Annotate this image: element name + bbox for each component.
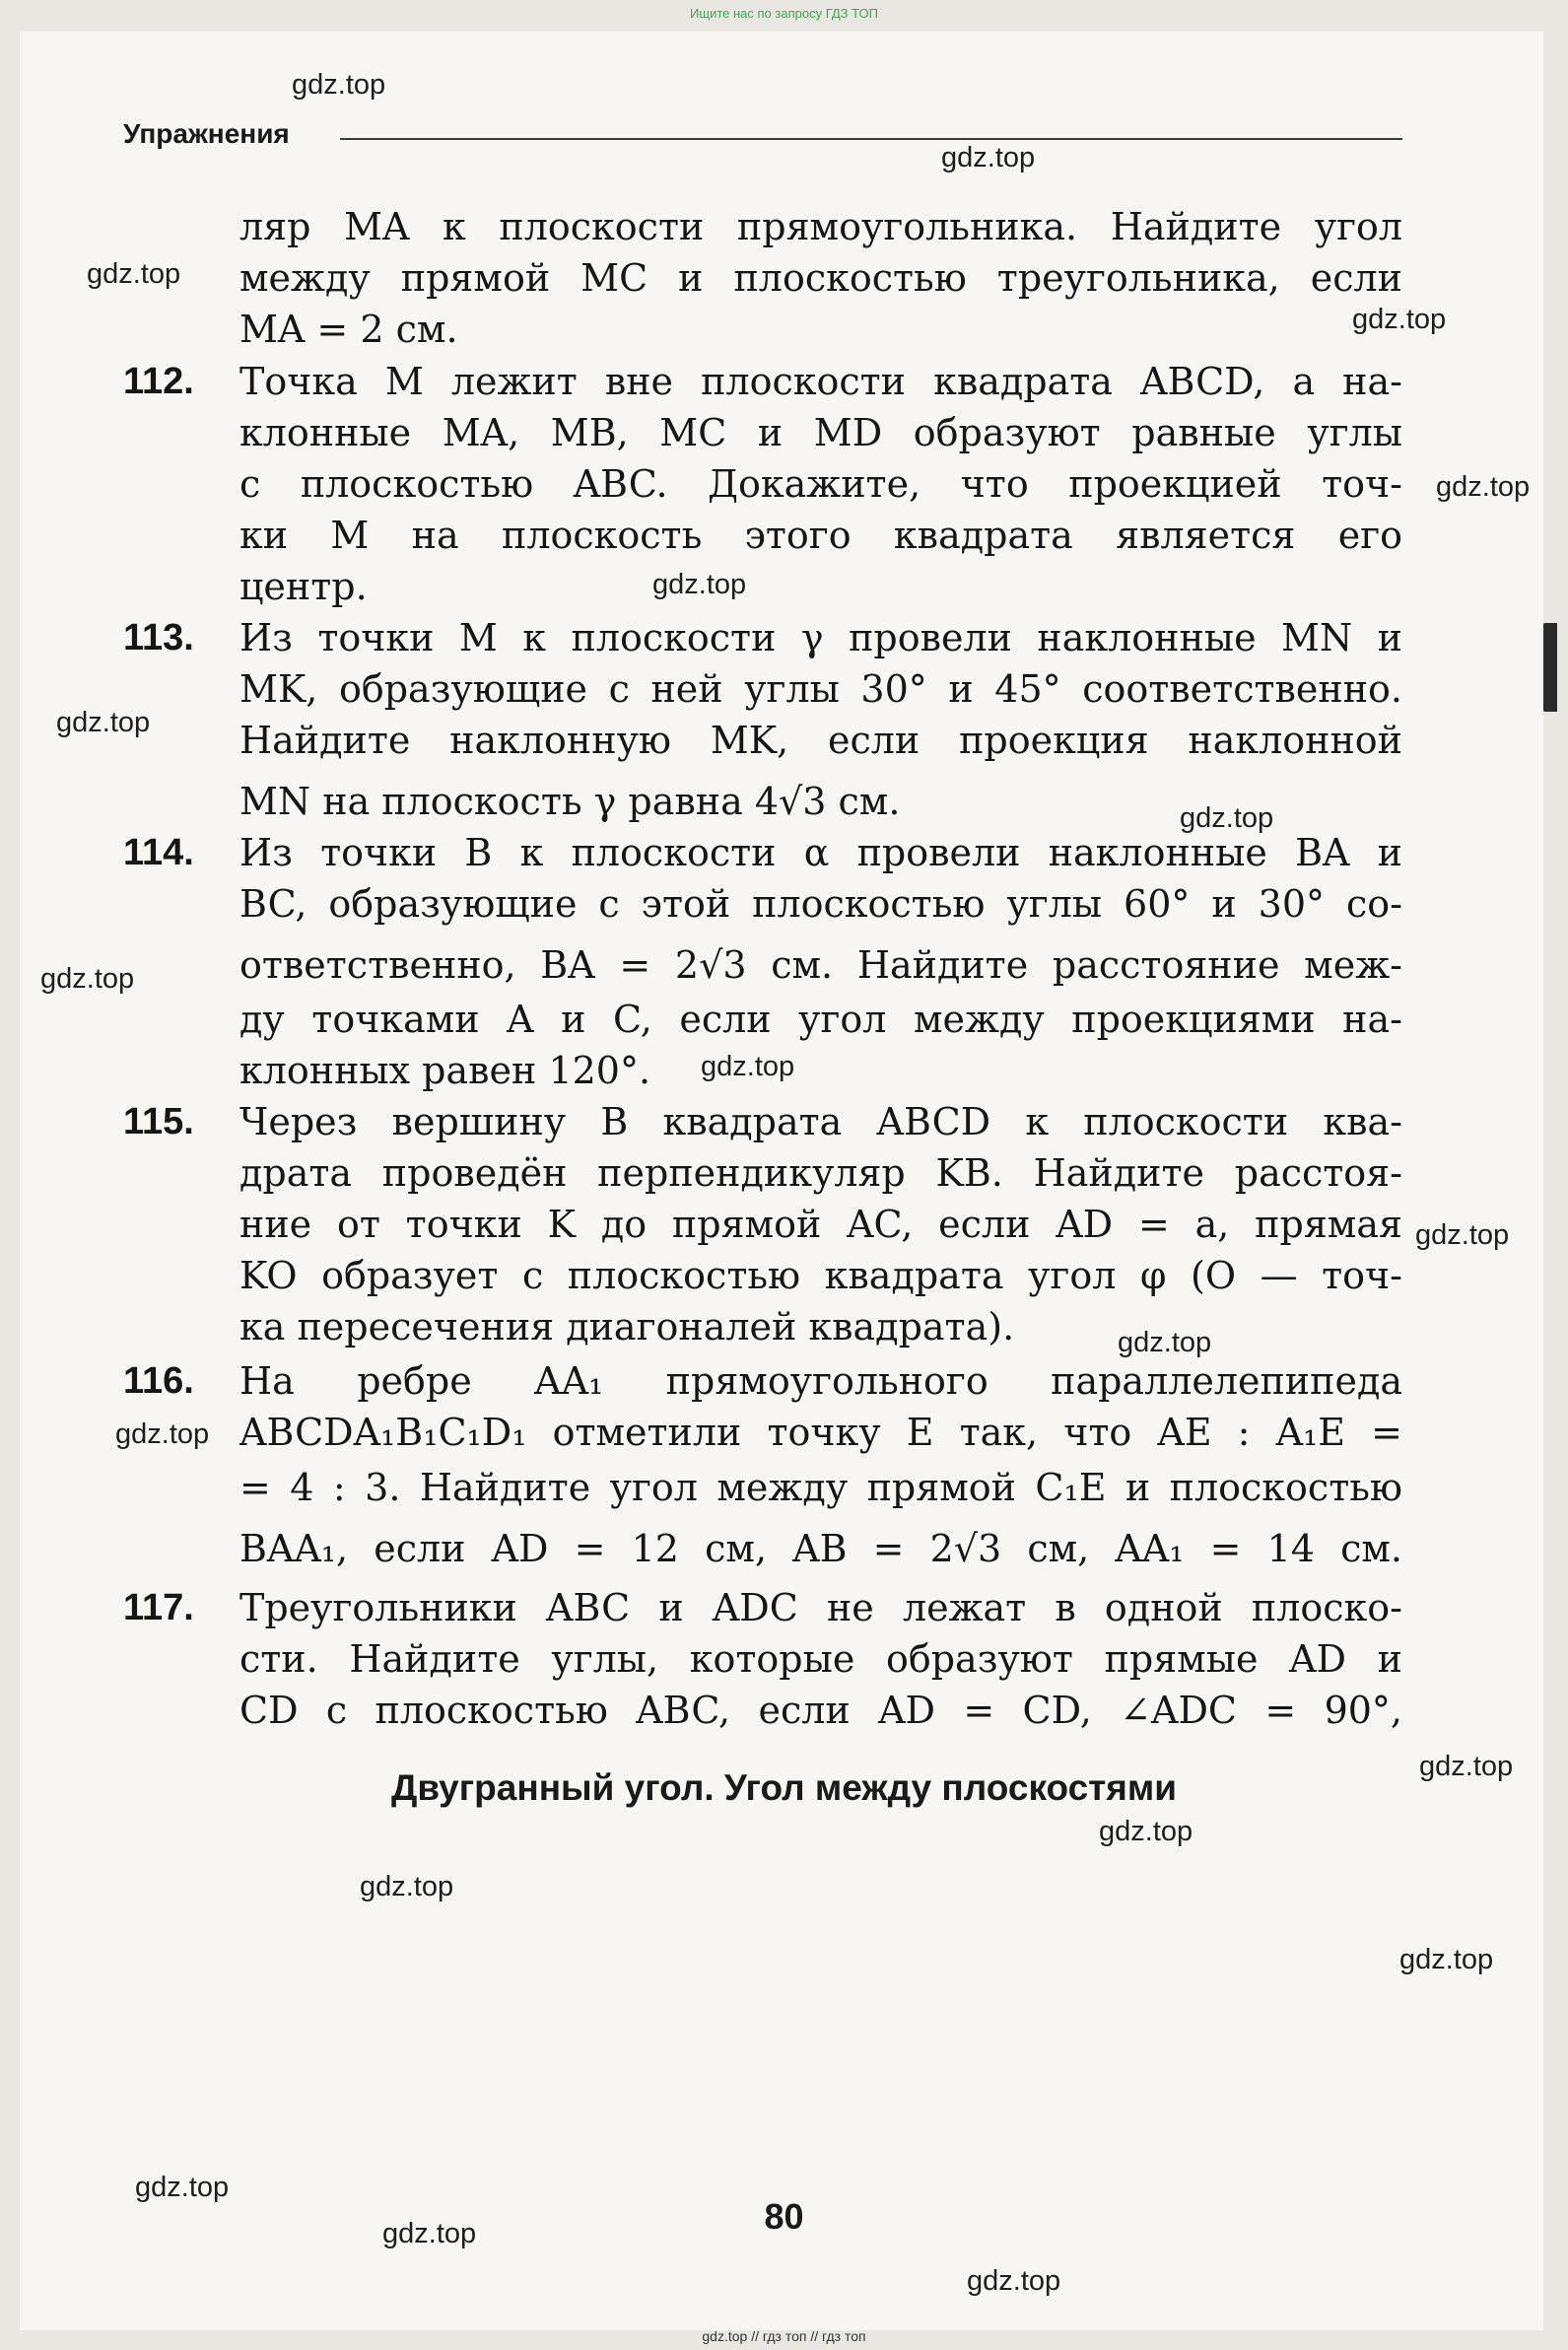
watermark: gdz.top: [292, 69, 386, 101]
problem-line: Через вершину B квадрата ABCD к плоскости ква-: [239, 1100, 1402, 1143]
watermark: gdz.top: [115, 1418, 210, 1450]
watermark: gdz.top: [56, 707, 151, 738]
watermark: gdz.top: [360, 1871, 454, 1902]
problem-line: ляр MA к плоскости прямоугольника. Найдите угол: [239, 205, 1402, 248]
watermark: gdz.top: [1436, 471, 1531, 503]
problem-line: MA = 2 см.: [239, 308, 458, 351]
problem-number: 114.: [123, 832, 194, 873]
problem-line: ABCDA₁B₁C₁D₁ отметили точку E так, что AE : A₁E =: [239, 1411, 1402, 1454]
problem-line: KO образует с плоскостью квадрата угол φ (O — точ-: [239, 1254, 1402, 1297]
problem-line: CD с плоскостью ABC, если AD = CD, ∠ADC = 90°,: [239, 1689, 1402, 1732]
problem-line: ответственно, BA = 2√3 см. Найдите расстояние меж-: [239, 943, 1402, 987]
watermark: gdz.top: [135, 2172, 230, 2203]
watermark: gdz.top: [1099, 1816, 1193, 1847]
problem-line: ду точками A и C, если угол между проекциями на-: [239, 998, 1402, 1041]
bottom-banner: gdz.top // гдз топ // гдз топ: [702, 2328, 866, 2344]
problem-line: сти. Найдите углы, которые образуют прямые AD и: [239, 1637, 1402, 1681]
watermark: gdz.top: [40, 963, 135, 995]
problem-line: BAA₁, если AD = 12 см, AB = 2√3 см, AA₁ = 14 см.: [239, 1527, 1402, 1570]
problem-line: = 4 : 3. Найдите угол между прямой C₁E и плоскостью: [239, 1466, 1402, 1509]
problem-number: 113.: [123, 617, 194, 658]
top-banner: Ищите нас по запросу ГДЗ ТОП: [690, 6, 878, 21]
watermark: gdz.top: [1415, 1219, 1510, 1251]
problem-line: центр.: [239, 565, 368, 608]
problem-line: драта проведён перпендикуляр KB. Найдите расстоя-: [239, 1151, 1402, 1195]
problem-line: Из точки B к плоскости α провели наклонные BA и: [239, 831, 1402, 874]
watermark: gdz.top: [941, 142, 1036, 173]
problem-line: MN на плоскость γ равна 4√3 см.: [239, 780, 901, 823]
problem-line: с плоскостью ABC. Докажите, что проекцией точ-: [239, 462, 1402, 506]
watermark: gdz.top: [382, 2218, 477, 2249]
problem-line: ка пересечения диагоналей квадрата).: [239, 1305, 1015, 1348]
problem-line: ки M на плоскость этого квадрата является его: [239, 514, 1402, 557]
problem-line: Точка M лежит вне плоскости квадрата ABCD, а на-: [239, 360, 1402, 403]
problem-number: 116.: [123, 1360, 194, 1402]
problem-line: MK, образующие с ней углы 30° и 45° соответственно.: [239, 667, 1402, 711]
watermark: gdz.top: [1180, 802, 1274, 834]
problem-line: На ребре AA₁ прямоугольного параллелепипеда: [239, 1359, 1402, 1403]
watermark: gdz.top: [967, 2265, 1061, 2297]
page-edge-tab: [1543, 623, 1557, 712]
problem-line: BC, образующие с этой плоскостью углы 60° и 30° со-: [239, 882, 1402, 926]
problem-number: 115.: [123, 1101, 194, 1142]
problem-line: Треугольники ABC и ADC не лежат в одной плоско-: [239, 1586, 1402, 1629]
section-heading: Двугранный угол. Угол между плоскостями: [391, 1767, 1177, 1808]
watermark: gdz.top: [1419, 1751, 1514, 1782]
page-number: 80: [764, 2196, 804, 2237]
problem-line: Найдите наклонную MK, если проекция наклонной: [239, 719, 1402, 762]
watermark: gdz.top: [87, 258, 181, 290]
problem-number: 117.: [123, 1587, 194, 1628]
problem-line: ние от точки K до прямой AC, если AD = a, прямая: [239, 1203, 1402, 1246]
watermark: gdz.top: [1352, 304, 1447, 335]
section-label: Упражнения: [123, 118, 290, 149]
watermark: gdz.top: [1399, 1944, 1494, 1975]
watermark: gdz.top: [1118, 1327, 1212, 1358]
problem-number: 112.: [123, 361, 194, 402]
section-rule: [340, 138, 1402, 140]
problem-line: Из точки M к плоскости γ провели наклонные MN и: [239, 616, 1402, 659]
watermark: gdz.top: [652, 569, 747, 600]
watermark: gdz.top: [701, 1051, 795, 1082]
problem-line: клонные MA, MB, MC и MD образуют равные углы: [239, 411, 1402, 454]
problem-line: между прямой MC и плоскостью треугольника, если: [239, 256, 1402, 300]
problem-line: клонных равен 120°.: [239, 1049, 651, 1092]
